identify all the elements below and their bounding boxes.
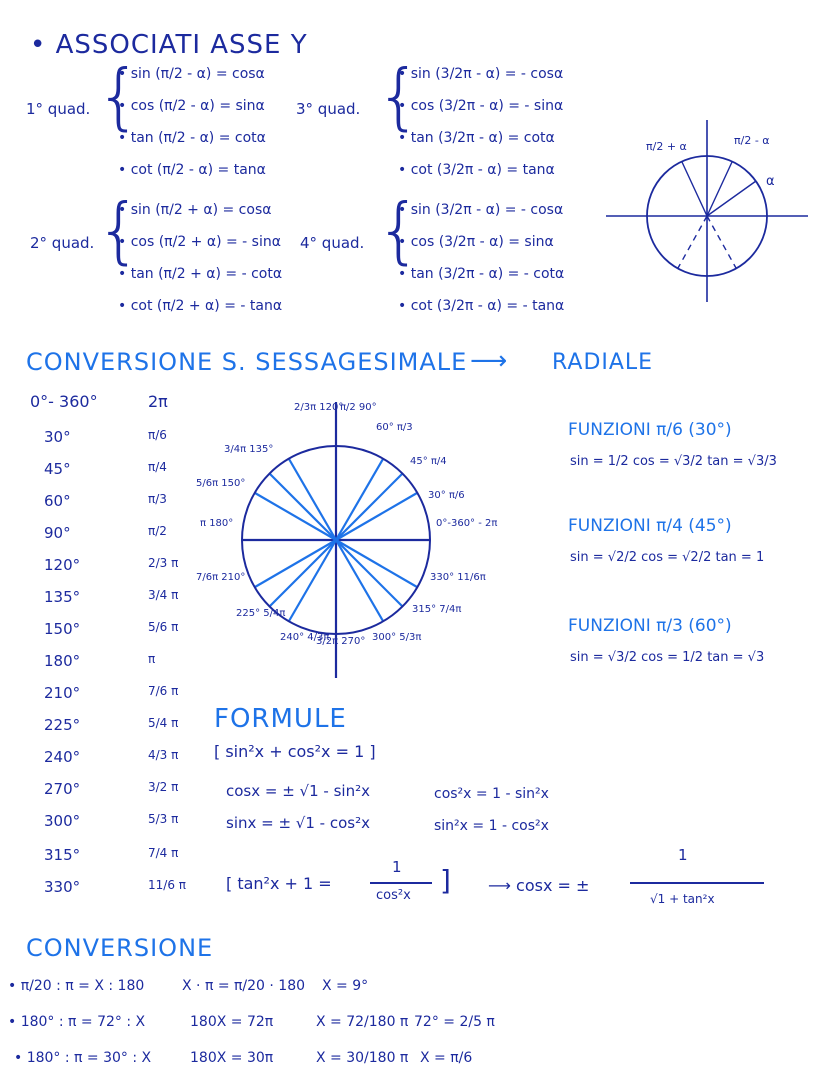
conversion-step: X · π = π/20 · 180	[182, 978, 306, 994]
table-row-deg: 210°	[44, 684, 81, 702]
formula-cosx-den: √1 + tan²x	[650, 892, 715, 906]
table-row-deg: 120°	[44, 556, 81, 574]
q3-item: • cos (3/2π - α) = - sinα	[398, 98, 564, 114]
funzioni-values: sin = √3/2 cos = 1/2 tan = √3	[570, 650, 765, 665]
q2-item: • cos (π/2 + α) = - sinα	[118, 234, 281, 250]
table-row-rad: 11/6 π	[148, 878, 186, 892]
q2-item: • tan (π/2 + α) = - cotα	[118, 266, 283, 282]
formula-tan-left: [ tan²x + 1 =	[226, 874, 332, 893]
formula-tan-num: 1	[392, 858, 402, 876]
conversion-step: 72° = 2/5 π	[414, 1014, 495, 1030]
circle-label: 330° 11/6π	[430, 572, 486, 583]
mini-label-left: π/2 + α	[646, 140, 687, 153]
funzioni-title: FUNZIONI π/4 (45°)	[568, 516, 732, 536]
table-row-rad: 4/3 π	[148, 748, 179, 762]
funzioni-title: FUNZIONI π/3 (60°)	[568, 616, 732, 636]
conversion-step: X = π/6	[420, 1050, 473, 1066]
q1-item: • tan (π/2 - α) = cotα	[118, 130, 266, 146]
q4-brace: {	[376, 188, 422, 272]
q3-item: • tan (3/2π - α) = cotα	[398, 130, 555, 146]
q1-brace: {	[96, 54, 142, 138]
mini-ray-dashed	[678, 216, 707, 268]
conversion-step: • π/20 : π = X : 180	[8, 978, 145, 994]
q2-item: • cot (π/2 + α) = - tanα	[118, 298, 283, 314]
circle-label: 3/4π 135°	[224, 444, 274, 455]
circle-label: 315° 7/4π	[412, 604, 462, 615]
circle-label: 3/2π 270°	[316, 636, 366, 647]
table-row-rad: 7/6 π	[148, 684, 179, 698]
fraction-bar	[370, 882, 432, 884]
q3-brace: {	[376, 54, 422, 138]
q1-item: • cot (π/2 - α) = tanα	[118, 162, 266, 178]
table-row-deg: 135°	[44, 588, 81, 606]
formula-sin2: sin²x = 1 - cos²x	[434, 818, 549, 834]
formula-tan-den: cos²x	[376, 888, 411, 903]
mini-label-alpha: α	[766, 174, 775, 189]
table-row-deg: 60°	[44, 492, 71, 510]
q4-item: • tan (3/2π - α) = - cotα	[398, 266, 565, 282]
circle-label: 45° π/4	[410, 456, 447, 467]
table-row-deg: 90°	[44, 524, 71, 542]
section-title-conversione: CONVERSIONE S. SESSAGESIMALE	[26, 348, 468, 376]
q1-item: • sin (π/2 - α) = cosα	[118, 66, 265, 82]
table-row-deg: 330°	[44, 878, 81, 896]
section-title-formule: FORMULE	[214, 704, 347, 734]
circle-label: 2/3π 120°	[294, 402, 344, 413]
q4-item: • sin (3/2π - α) = - cosα	[398, 202, 564, 218]
formula-sin: sinx = ± √1 - cos²x	[226, 814, 370, 832]
circle-label: 5/6π 150°	[196, 478, 246, 489]
circle-label: 300° 5/3π	[372, 632, 422, 643]
q4-item: • cos (3/2π - α) = sinα	[398, 234, 554, 250]
mini-ray-dashed	[707, 216, 736, 268]
table-row-rad: π/6	[148, 428, 167, 442]
table-row-rad: 3/2 π	[148, 780, 179, 794]
formula-cos: cosx = ± √1 - sin²x	[226, 782, 370, 800]
mini-unit-circle	[604, 118, 810, 304]
q2-item: • sin (π/2 + α) = cosα	[118, 202, 272, 218]
table-row-deg: 240°	[44, 748, 81, 766]
conversion-target: RADIALE	[552, 350, 654, 375]
table-row-rad: 7/4 π	[148, 846, 179, 860]
table-header-deg: 0°- 360°	[30, 392, 98, 411]
table-row-rad: π/2	[148, 524, 167, 538]
table-row-deg: 150°	[44, 620, 81, 638]
conversion-step: X = 72/180 π	[316, 1014, 409, 1030]
table-row-deg: 225°	[44, 716, 81, 734]
table-row-deg: 180°	[44, 652, 81, 670]
q4-item: • cot (3/2π - α) = - tanα	[398, 298, 565, 314]
formula-cosx-left: ⟶ cosx = ±	[488, 876, 590, 895]
table-row-deg: 270°	[44, 780, 81, 798]
table-row-rad: π/3	[148, 492, 167, 506]
circle-label: 7/6π 210°	[196, 572, 246, 583]
circle-label: 0°-360° - 2π	[436, 518, 498, 529]
mini-label-right: π/2 - α	[734, 134, 770, 147]
table-row-deg: 300°	[44, 812, 81, 830]
conversion-step: • 180° : π = 72° : X	[8, 1014, 146, 1030]
conversion-step: 180X = 72π	[190, 1014, 274, 1030]
table-row-rad: 5/4 π	[148, 716, 179, 730]
conversion-step: X = 30/180 π	[316, 1050, 409, 1066]
funzioni-values: sin = 1/2 cos = √3/2 tan = √3/3	[570, 454, 777, 469]
table-row-rad: π/4	[148, 460, 167, 474]
circle-label: π/2 90°	[340, 402, 377, 413]
formula-tan-right: ]	[440, 864, 451, 897]
formula-cos2: cos²x = 1 - sin²x	[434, 786, 549, 802]
conversion-step: 180X = 30π	[190, 1050, 274, 1066]
table-row-rad: 5/6 π	[148, 620, 179, 634]
table-row-rad: 5/3 π	[148, 812, 179, 826]
circle-label: 60° π/3	[376, 422, 413, 433]
circle-label: π 180°	[200, 518, 234, 529]
table-row-rad: 2/3 π	[148, 556, 179, 570]
q1-label: 1° quad.	[26, 100, 91, 118]
q2-brace: {	[96, 188, 142, 272]
circle-label: 30° π/6	[428, 490, 465, 501]
table-row-deg: 315°	[44, 846, 81, 864]
mini-ray	[682, 162, 707, 216]
table-header-rad: 2π	[148, 392, 168, 411]
q3-item: • cot (3/2π - α) = tanα	[398, 162, 555, 178]
section-title-conversione-2: CONVERSIONE	[26, 934, 214, 962]
q3-label: 3° quad.	[296, 100, 361, 118]
table-row-rad: 3/4 π	[148, 588, 179, 602]
conversion-step: X = 9°	[322, 978, 369, 994]
formula-cosx-num: 1	[678, 846, 688, 864]
formula-pythagorean: [ sin²x + cos²x = 1 ]	[214, 742, 376, 761]
section-title-associati: • ASSOCIATI ASSE Y	[30, 30, 308, 60]
table-row-deg: 30°	[44, 428, 71, 446]
q3-item: • sin (3/2π - α) = - cosα	[398, 66, 564, 82]
q1-item: • cos (π/2 - α) = sinα	[118, 98, 265, 114]
circle-label: 240° 4/3π	[280, 632, 330, 643]
funzioni-title: FUNZIONI π/6 (30°)	[568, 420, 732, 440]
arrow-icon: ⟶	[470, 346, 508, 376]
fraction-bar	[630, 882, 764, 884]
conversion-step: • 180° : π = 30° : X	[14, 1050, 152, 1066]
table-row-deg: 45°	[44, 460, 71, 478]
q4-label: 4° quad.	[300, 234, 365, 252]
funzioni-values: sin = √2/2 cos = √2/2 tan = 1	[570, 550, 765, 565]
table-row-rad: π	[148, 652, 156, 666]
q2-label: 2° quad.	[30, 234, 95, 252]
circle-label: 225° 5/4π	[236, 608, 286, 619]
